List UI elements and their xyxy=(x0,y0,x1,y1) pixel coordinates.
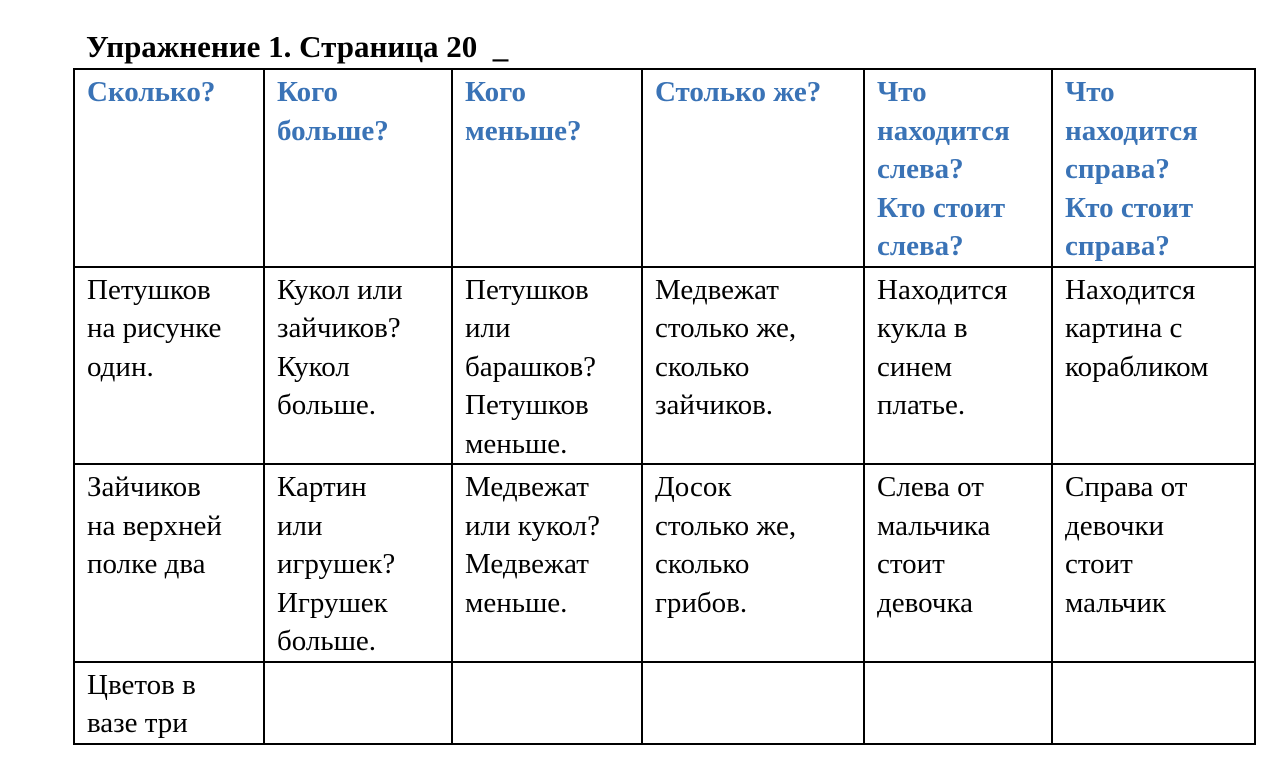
table-cell: Находится кукла в синем платье. xyxy=(864,267,1052,465)
table-row xyxy=(74,267,1255,465)
page-title: Упражнение 1. Страница 20 _ xyxy=(86,29,509,64)
table-cell xyxy=(1052,662,1255,744)
table-cell: Петушков на рисунке один. xyxy=(74,267,264,465)
table-cell: Медвежат или кукол? Медвежат меньше. xyxy=(452,464,642,662)
table-cell xyxy=(864,662,1052,744)
header-cell-same-amount: Столько же? xyxy=(642,69,864,267)
table-cell: Находится картина с корабликом xyxy=(1052,267,1255,465)
header-cell-who-less: Кого меньше? xyxy=(452,69,642,267)
table-cell: Кукол или зайчиков? Кукол больше. xyxy=(264,267,452,465)
header-cell-who-more: Кого больше? xyxy=(264,69,452,267)
table-cell: Картин или игрушек? Игрушек больше. xyxy=(264,464,452,662)
table-cell: Справа от девочки стоит мальчик xyxy=(1052,464,1255,662)
header-cell-right: Что находится справа? Кто стоит справа? xyxy=(1052,69,1255,267)
table-cell: Цветов в вазе три xyxy=(74,662,264,744)
table-header-row xyxy=(74,69,1255,267)
exercise-table xyxy=(73,68,1256,745)
table-cell: Досок столько же, сколько грибов. xyxy=(642,464,864,662)
table-cell xyxy=(642,662,864,744)
header-cell-how-many: Сколько? xyxy=(74,69,264,267)
table-cell xyxy=(264,662,452,744)
table-cell: Слева от мальчика стоит девочка xyxy=(864,464,1052,662)
table-row xyxy=(74,464,1255,662)
table-cell xyxy=(452,662,642,744)
table-cell: Петушков или барашков? Петушков меньше. xyxy=(452,267,642,465)
table-cell: Медвежат столько же, сколько зайчиков. xyxy=(642,267,864,465)
table-row xyxy=(74,662,1255,744)
table-cell: Зайчиков на верхней полке два xyxy=(74,464,264,662)
header-cell-left: Что находится слева? Кто стоит слева? xyxy=(864,69,1052,267)
